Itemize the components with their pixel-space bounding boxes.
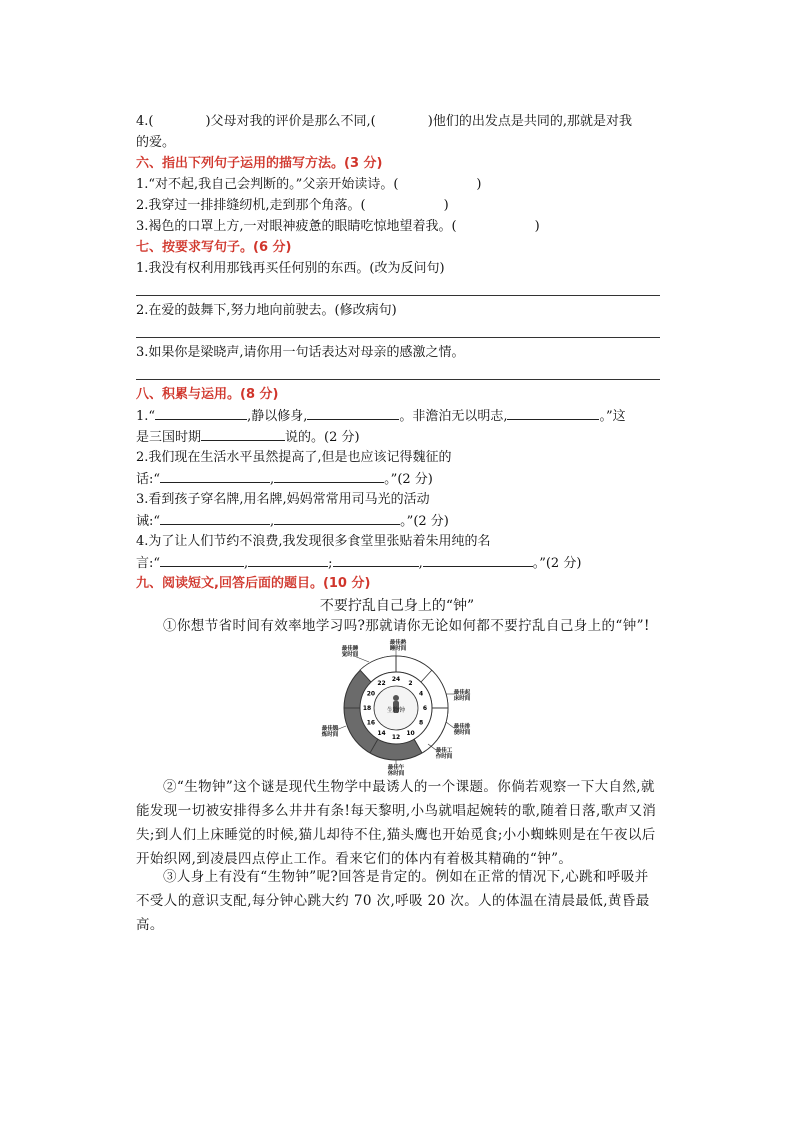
sec8-q1-line1: 1.“ ,静以修身, 。非澹泊无以明志, 。”这 (136, 409, 626, 424)
hour-label: 24 (391, 676, 401, 683)
fill-blank[interactable] (160, 470, 270, 483)
label-excrete-1: 最佳排 (453, 724, 471, 730)
label-rest-1: 最佳午 (387, 765, 405, 771)
label-sleep-1: 最佳熟 (389, 640, 407, 646)
label-memory-1: 最佳睡 (341, 646, 359, 652)
hour-label: 2 (408, 679, 413, 687)
fill-blank[interactable] (274, 470, 384, 483)
label-work-1: 最佳工 (435, 748, 453, 754)
biological-clock-diagram (314, 638, 484, 778)
clock-center-label: 生物钟 (386, 707, 406, 714)
fill-blank[interactable] (307, 407, 399, 420)
sec7-item-1: 1.我没有权利用那钱再买任何别的东西。(改为反问句) (136, 261, 445, 276)
fill-blank[interactable] (155, 407, 247, 420)
label-rest-2: 休时间 (387, 771, 405, 777)
label-exercise-2: 炼时间 (321, 732, 339, 738)
sec6-item-2: 2.我穿过一排排缝纫机,走到那个角落。( ) (136, 198, 449, 213)
q4-line1: 4.( )父母对我的评价是那么不同,( )他们的出发点是共同的,那就是对我 (136, 114, 632, 129)
sec8-q4-line1: 4.为了让人们节约不浪费,我发现很多食堂里张贴着朱用纯的名 (136, 534, 491, 549)
fill-blank[interactable] (160, 512, 270, 525)
section-7-title: 七、按要求写句子。(6 分) (136, 240, 292, 255)
sec8-q4-line2: 言:“ , ; , 。”(2 分) (136, 556, 582, 571)
hour-label: 12 (391, 734, 401, 741)
hour-label: 14 (377, 730, 386, 738)
hour-label: 8 (419, 719, 424, 727)
hour-label: 18 (362, 705, 372, 712)
q4-line2: 的爱。 (136, 135, 176, 150)
hour-label: 22 (377, 679, 386, 687)
section-8-title: 八、积累与运用。(8 分) (136, 387, 279, 402)
label-sleep-2: 睡时间 (389, 646, 407, 652)
sec8-q1-line2: 是三国时期 说的。(2 分) (136, 430, 360, 445)
sec8-q2-line2: 话:“ , 。”(2 分) (136, 472, 433, 487)
section-9-title: 九、阅读短文,回答后面的题目。(10 分) (136, 576, 371, 591)
sec8-q3-line2: 诫:“ , 。”(2 分) (136, 514, 449, 529)
hour-label: 4 (419, 690, 424, 698)
label-exercise-1: 最佳锻 (321, 726, 339, 732)
section-6-title: 六、指出下列句子运用的描写方法。(3 分) (136, 156, 383, 171)
article-title: 不要拧乱自己身上的“钟” (319, 598, 475, 614)
paragraph-3: ③人身上有没有“生物钟”呢?回答是肯定的。例如在正常的情况下,心跳和呼吸并不受人的意识支配,每分钟心跳大约 70 次,呼吸 20 次。人的体温在清晨最低,黄昏最高。 (136, 869, 650, 933)
fill-blank[interactable] (274, 512, 400, 525)
hour-label: 10 (406, 730, 415, 738)
sec7-item-2: 2.在爱的鼓舞下,努力地向前驶去。(修改病句) (136, 303, 397, 318)
answer-line[interactable] (136, 379, 660, 380)
label-excrete-2: 便时间 (453, 730, 471, 736)
hour-label: 6 (422, 705, 428, 712)
hour-label: 16 (366, 719, 376, 727)
paragraph-2: ②“生物钟”这个谜是现代生物学中最诱人的一个课题。你倘若观察一下大自然,就能发现一切被安排得多么井井有条!每天黎明,小鸟就唱起婉转的歌,随着日落,歌声又消失;到人们上床睡觉的时候,猫儿却待不住,猫头鹰也开始觅食;小小蜘蛛则是在午夜以后开始织网,到凌晨四点停止工作。看来它们的体内有着极其精确的“钟”。 (136, 779, 657, 867)
label-work-2: 作时间 (435, 754, 453, 760)
paragraph-1: ①你想节省时间有效率地学习吗?那就请你无论如何都不要拧乱自己身上的“钟”! (163, 618, 650, 634)
fill-blank[interactable] (423, 554, 533, 567)
label-memory-2: 觉时间 (341, 652, 359, 658)
sec8-q3-line1: 3.看到孩子穿名牌,用名牌,妈妈常常用司马光的活动 (136, 492, 430, 507)
label-wake-1: 最佳起 (453, 690, 471, 696)
answer-line[interactable] (136, 337, 660, 338)
hour-label: 20 (366, 690, 376, 698)
sec6-item-3: 3.褐色的口罩上方,一对眼神疲惫的眼睛吃惊地望着我。( ) (136, 219, 540, 234)
fill-blank[interactable] (248, 554, 328, 567)
answer-line[interactable] (136, 295, 660, 296)
fill-blank[interactable] (333, 554, 419, 567)
label-wake-2: 床时间 (453, 696, 471, 702)
fill-blank[interactable] (160, 554, 244, 567)
fill-blank[interactable] (201, 428, 285, 441)
sec7-item-3: 3.如果你是梁晓声,请你用一句话表达对母亲的感激之情。 (136, 345, 465, 360)
sec6-item-1: 1.“对不起,我自己会判断的。”父亲开始读诗。( ) (136, 177, 482, 192)
fill-blank[interactable] (507, 407, 599, 420)
sec8-q2-line1: 2.我们现在生活水平虽然提高了,但是也应该记得魏征的 (136, 450, 452, 465)
